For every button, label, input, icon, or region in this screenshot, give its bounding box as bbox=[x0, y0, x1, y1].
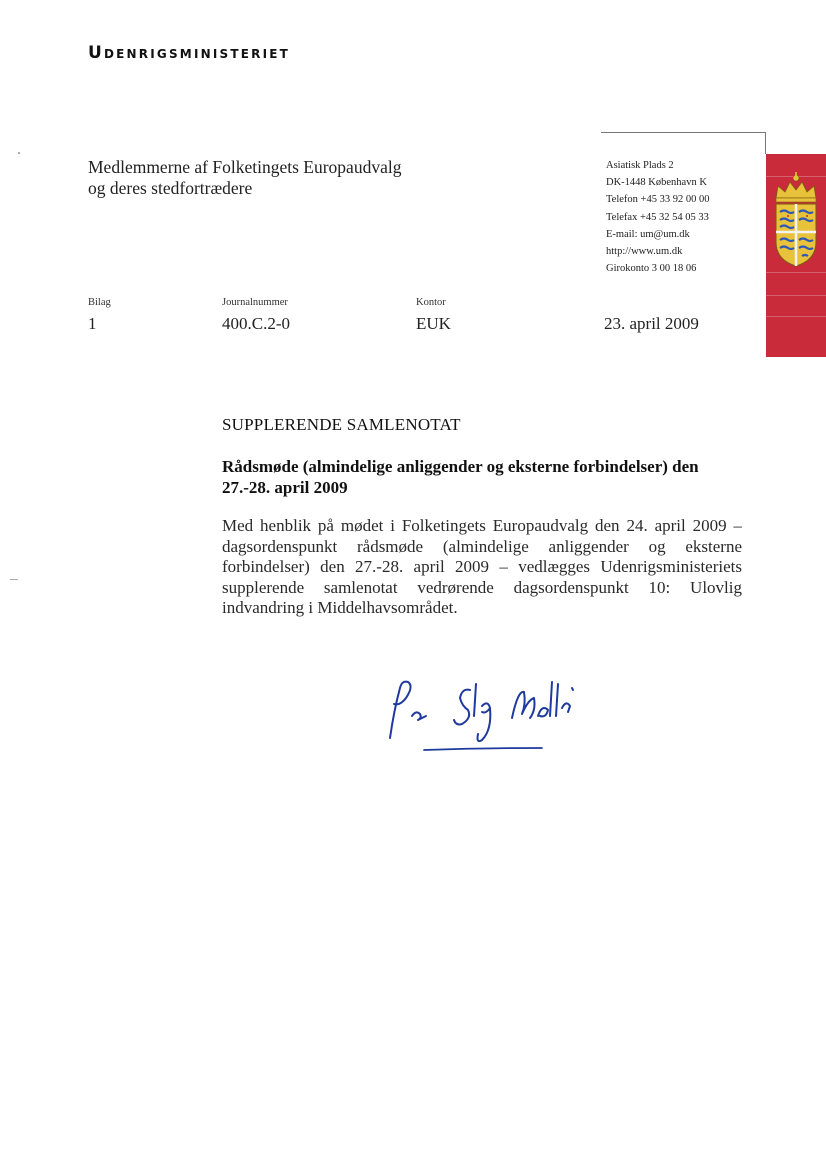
recipient-line-2: og deres stedfortrædere bbox=[88, 178, 253, 198]
sender-phone: Telefon +45 33 92 00 00 bbox=[606, 194, 710, 206]
sender-info bbox=[606, 157, 709, 277]
journal-value: 400.C.2-0 bbox=[222, 314, 290, 333]
document-body-paragraph: Med henblik på mødet i Folketingets Europaudvalg den 24. april 2009 – dagsordenspunkt rådsmøde (almindelige anliggender og eksterne forbindelser) den 27.-28. april 2009 – vedlægges Udenrigsministeriets supplerende samlenotat vedrørende dagsordenspunkt 10: Ulovlig indvandring i Middelhavsområdet. bbox=[222, 516, 742, 617]
sender-divider bbox=[601, 132, 766, 133]
sender-address-2: DK-1448 København K bbox=[606, 177, 707, 189]
scan-mark bbox=[18, 152, 20, 154]
sender-web: http://www.um.dk bbox=[606, 246, 683, 258]
royal-coat-of-arms-icon bbox=[766, 164, 826, 284]
recipient-line-1: Medlemmerne af Folketingets Europaudvalg bbox=[88, 157, 402, 177]
recipient-block bbox=[88, 157, 401, 199]
signature-image bbox=[372, 670, 582, 765]
sender-address-1: Asiatisk Plads 2 bbox=[606, 160, 674, 171]
document-date: 23. april 2009 bbox=[604, 314, 699, 333]
document-heading: SUPPLERENDE SAMLENOTAT bbox=[222, 415, 461, 434]
document-subject: Rådsmøde (almindelige anliggender og eksterne forbindelser) den 27.-28. april 2009 bbox=[222, 457, 699, 497]
ministry-name: Udenrigsministeriet bbox=[88, 43, 291, 63]
scan-mark bbox=[10, 579, 18, 580]
sender-divider-tick bbox=[765, 132, 766, 154]
crest-panel bbox=[766, 154, 826, 357]
journal-label: Journalnummer bbox=[222, 297, 288, 308]
bilag-value: 1 bbox=[88, 314, 97, 333]
sender-fax: Telefax +45 32 54 05 33 bbox=[606, 211, 709, 223]
kontor-value: EUK bbox=[416, 314, 451, 333]
kontor-label: Kontor bbox=[416, 297, 446, 308]
bilag-label: Bilag bbox=[88, 297, 111, 308]
sender-giro: Girokonto 3 00 18 06 bbox=[606, 263, 697, 275]
sender-email: E-mail: um@um.dk bbox=[606, 228, 690, 240]
